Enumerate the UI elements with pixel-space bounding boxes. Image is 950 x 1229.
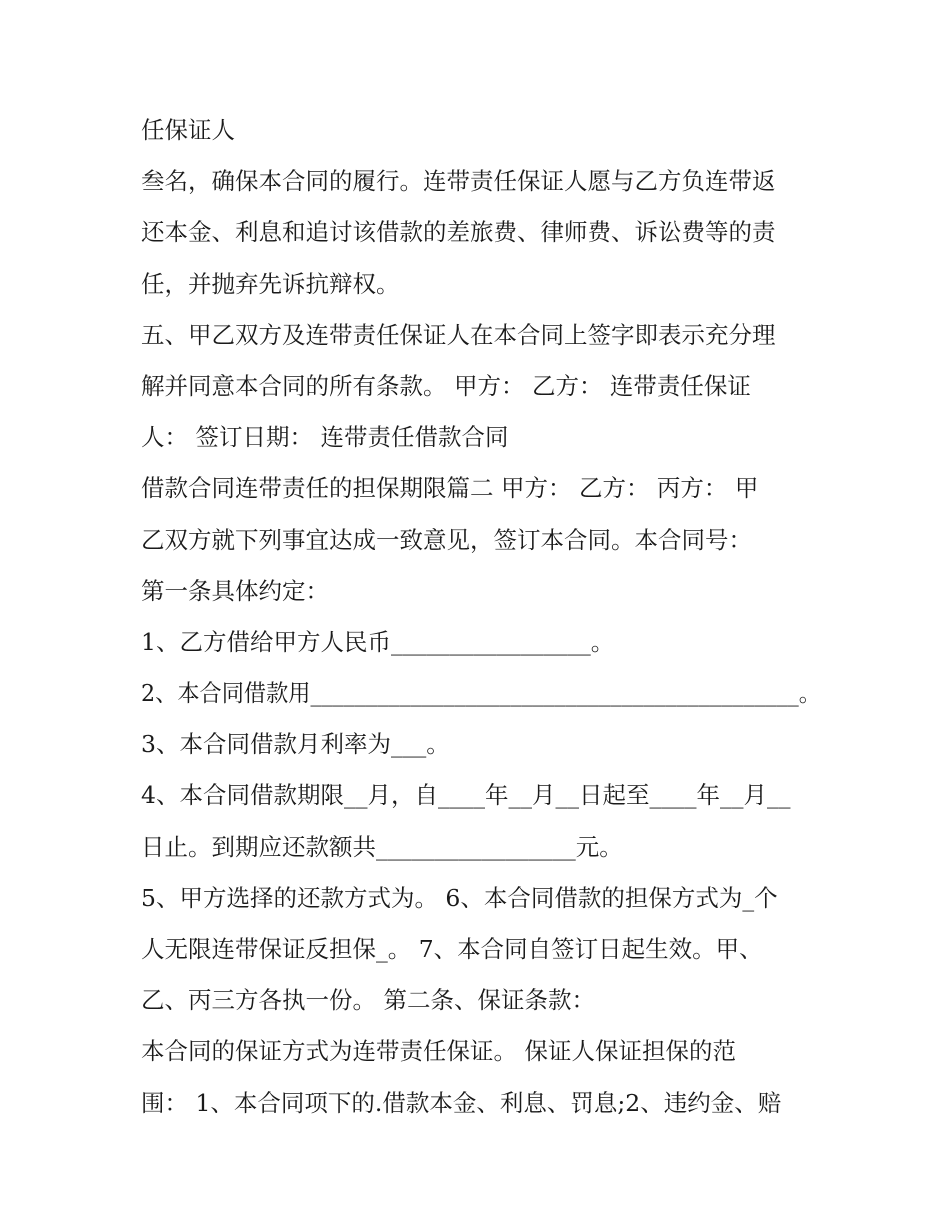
text-line: 借款合同连带责任的担保期限篇二 甲方： 乙方： 丙方： 甲 xyxy=(141,474,759,503)
text-line: 4、本合同借款期限__月，自____年__月__日起至____年__月__ xyxy=(141,781,791,810)
text-line: 5、甲方选择的还款方式为。 6、本合同借款的担保方式为_个 xyxy=(141,883,778,912)
text-line: 五、甲乙双方及连带责任保证人在本合同上签字即表示充分理 xyxy=(141,320,776,349)
text-line: 任，并抛弃先诉抗辩权。 xyxy=(141,269,400,298)
text-line: 1、乙方借给甲方人民币_________________。 xyxy=(141,627,615,656)
text-line: 叁名，确保本合同的履行。连带责任保证人愿与乙方负连带返 xyxy=(141,167,776,196)
text-line: 第一条具体约定： xyxy=(141,576,329,605)
text-line: 解并同意本合同的所有条款。 甲方： 乙方： 连带责任保证 xyxy=(141,371,751,400)
text-line: 还本金、利息和追讨该借款的差旅费、律师费、诉讼费等的责 xyxy=(141,218,776,247)
text-line: 本合同的保证方式为连带责任保证。 保证人保证担保的范 xyxy=(141,1037,736,1066)
document-body xyxy=(141,108,821,1132)
text-line: 乙双方就下列事宜达成一致意见，签订本合同。本合同号： xyxy=(141,525,752,554)
text-line: 2、本合同借款用____________________________________________。 xyxy=(141,679,821,708)
text-line: 人无限连带保证反担保_。 7、本合同自签订日起生效。甲、 xyxy=(141,935,763,963)
text-line: 乙、丙三方各执一份。 第二条、保证条款： xyxy=(141,986,595,1015)
text-line: 人： 签订日期： 连带责任借款合同 xyxy=(141,423,509,452)
text-line: 围： 1、本合同项下的.借款本金、利息、罚息;2、违约金、赔 xyxy=(141,1088,782,1117)
text-line: 3、本合同借款月利率为___。 xyxy=(141,730,450,759)
text-line: 任保证人 xyxy=(141,116,235,144)
text-line: 日止。到期应还款额共_________________元。 xyxy=(141,832,623,861)
